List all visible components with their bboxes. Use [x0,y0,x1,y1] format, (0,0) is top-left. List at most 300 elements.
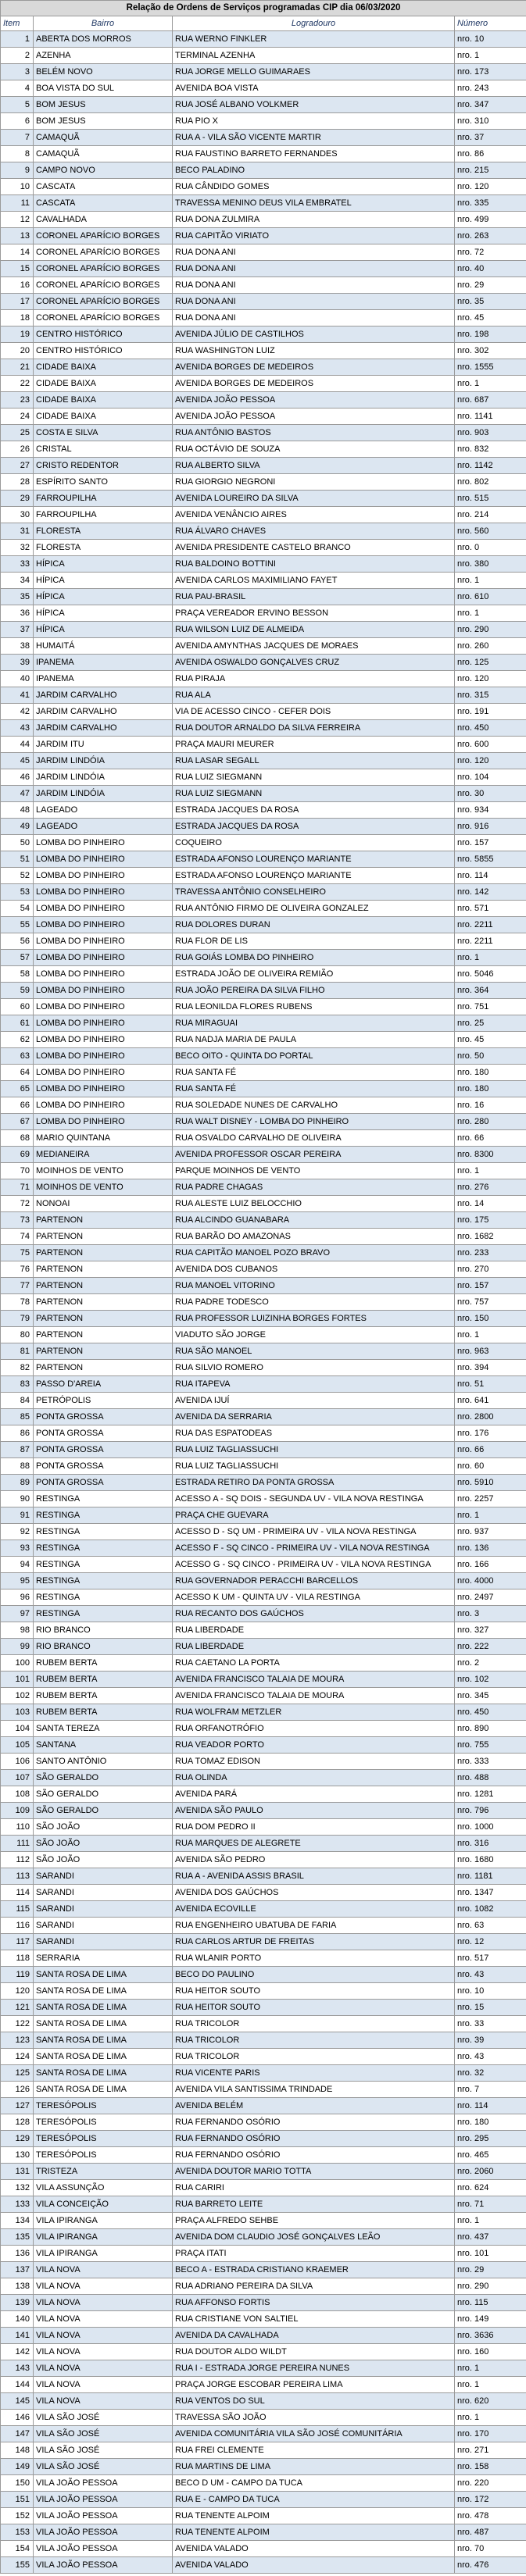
cell-logradouro: AVENIDA SÃO PAULO [173,1803,455,1819]
cell-numero: nro. 315 [455,687,526,704]
cell-numero: nro. 465 [455,2147,526,2164]
cell-item: 15 [1,261,34,277]
cell-item: 100 [1,1655,34,1672]
cell-numero: nro. 43 [455,1967,526,1983]
cell-numero: nro. 8300 [455,1147,526,1163]
cell-numero: nro. 2 [455,1655,526,1672]
cell-bairro: LOMBA DO PINHEIRO [34,983,173,999]
table-row [1,2344,526,2360]
table-row [1,2311,526,2328]
cell-logradouro: RUA WASHINGTON LUIZ [173,343,455,359]
cell-bairro: JARDIM CARVALHO [34,704,173,720]
cell-numero: nro. 101 [455,2246,526,2262]
cell-item: 87 [1,1442,34,1458]
cell-bairro: PARTENON [34,1278,173,1294]
table-row [1,1852,526,1868]
cell-numero: nro. 2800 [455,1409,526,1425]
cell-bairro: PARTENON [34,1327,173,1343]
cell-numero: nro. 1 [455,1327,526,1343]
cell-logradouro: RUA PAU-BRASIL [173,589,455,605]
cell-numero: nro. 66 [455,1130,526,1147]
table-row [1,1425,526,1442]
cell-item: 31 [1,523,34,540]
cell-item: 98 [1,1622,34,1639]
cell-logradouro: VIA DE ACESSO CINCO - CEFER DOIS [173,704,455,720]
cell-item: 50 [1,835,34,851]
cell-item: 139 [1,2295,34,2311]
table-row [1,1065,526,1081]
cell-logradouro: AVENIDA PARÁ [173,1786,455,1803]
cell-item: 63 [1,1048,34,1065]
cell-bairro: PARTENON [34,1212,173,1229]
table-row [1,2475,526,2492]
cell-logradouro: RUA CAPITÃO VIRIATO [173,228,455,244]
cell-item: 143 [1,2360,34,2377]
table-row [1,64,526,80]
cell-item: 4 [1,80,34,97]
cell-logradouro: AVENIDA FRANCISCO TALAIA DE MOURA [173,1688,455,1704]
table-row [1,1245,526,1261]
cell-bairro: LOMBA DO PINHEIRO [34,835,173,851]
table-row [1,1688,526,1704]
cell-numero: nro. 890 [455,1721,526,1737]
cell-numero: nro. 600 [455,737,526,753]
cell-bairro: JARDIM LINDÓIA [34,753,173,769]
cell-bairro: CORONEL APARÍCIO BORGES [34,294,173,310]
cell-logradouro: RUA OSVALDO CARVALHO DE OLIVEIRA [173,1130,455,1147]
cell-item: 77 [1,1278,34,1294]
cell-bairro: PARTENON [34,1245,173,1261]
cell-item: 40 [1,671,34,687]
table-row [1,2442,526,2459]
cell-numero: nro. 347 [455,97,526,113]
table-row [1,802,526,819]
table-row [1,1540,526,1557]
cell-item: 59 [1,983,34,999]
cell-bairro: SÃO JOÃO [34,1836,173,1852]
cell-numero: nro. 7 [455,2082,526,2098]
table-row [1,2196,526,2213]
table-row [1,1015,526,1032]
cell-logradouro: BECO DO PAULINO [173,1967,455,1983]
table-row [1,605,526,622]
table-row [1,1901,526,1918]
cell-logradouro: RUA PADRE CHAGAS [173,1179,455,1196]
cell-numero: nro. 757 [455,1294,526,1311]
table-row [1,1393,526,1409]
cell-logradouro: RUA BARRETO LEITE [173,2196,455,2213]
cell-bairro: RESTINGA [34,1540,173,1557]
cell-item: 19 [1,326,34,343]
cell-logradouro: RUA PIRAJA [173,671,455,687]
cell-bairro: VILA NOVA [34,2360,173,2377]
table-title: Relação de Ordens de Serviços programadas CIP dia 06/03/2020 [1,1,526,16]
cell-numero: nro. 316 [455,1836,526,1852]
cell-numero: nro. 115 [455,2295,526,2311]
cell-logradouro: AVENIDA JÚLIO DE CASTILHOS [173,326,455,343]
table-row [1,2360,526,2377]
cell-logradouro: RUA A - AVENIDA ASSIS BRASIL [173,1868,455,1885]
cell-logradouro: RUA FLOR DE LIS [173,933,455,950]
cell-item: 62 [1,1032,34,1048]
cell-item: 3 [1,64,34,80]
cell-numero: nro. 37 [455,130,526,146]
cell-logradouro: RUA VICENTE PARIS [173,2065,455,2082]
cell-item: 16 [1,277,34,294]
cell-numero: nro. 903 [455,425,526,441]
cell-bairro: VILA IPIRANGA [34,2229,173,2246]
cell-bairro: RUBEM BERTA [34,1655,173,1672]
cell-numero: nro. 560 [455,523,526,540]
cell-bairro: VILA SÃO JOSÉ [34,2442,173,2459]
cell-logradouro: RUA FREI CLEMENTE [173,2442,455,2459]
cell-item: 90 [1,1491,34,1507]
table-row [1,1606,526,1622]
cell-numero: nro. 290 [455,2278,526,2295]
cell-numero: nro. 214 [455,507,526,523]
cell-item: 36 [1,605,34,622]
cell-logradouro: RUA LIBERDADE [173,1639,455,1655]
cell-numero: nro. 114 [455,2098,526,2114]
cell-numero: nro. 39 [455,2032,526,2049]
cell-numero: nro. 3 [455,1606,526,1622]
cell-item: 84 [1,1393,34,1409]
cell-item: 71 [1,1179,34,1196]
cell-numero: nro. 176 [455,1425,526,1442]
cell-bairro: SANTA ROSA DE LIMA [34,1967,173,1983]
cell-numero: nro. 450 [455,1704,526,1721]
cell-item: 9 [1,162,34,179]
table-row [1,2114,526,2131]
cell-numero: nro. 102 [455,1672,526,1688]
cell-item: 6 [1,113,34,130]
cell-logradouro: PRAÇA MAURI MEURER [173,737,455,753]
cell-logradouro: TRAVESSA MENINO DEUS VILA EMBRATEL [173,195,455,212]
table-row [1,687,526,704]
cell-numero: nro. 29 [455,2262,526,2278]
cell-bairro: HÍPICA [34,605,173,622]
cell-item: 136 [1,2246,34,2262]
cell-item: 65 [1,1081,34,1097]
table-row [1,2147,526,2164]
cell-item: 137 [1,2262,34,2278]
cell-item: 66 [1,1097,34,1114]
cell-bairro: ABERTA DOS MORROS [34,31,173,48]
cell-logradouro: RUA DOM PEDRO II [173,1819,455,1836]
cell-numero: nro. 3636 [455,2328,526,2344]
cell-bairro: IPANEMA [34,655,173,671]
table-row [1,425,526,441]
table-row [1,540,526,556]
cell-bairro: VILA JOÃO PESSOA [34,2524,173,2541]
cell-item: 38 [1,638,34,655]
table-row [1,359,526,376]
cell-bairro: LOMBA DO PINHEIRO [34,1065,173,1081]
cell-numero: nro. 2497 [455,1589,526,1606]
cell-item: 108 [1,1786,34,1803]
cell-numero: nro. 71 [455,2196,526,2213]
cell-bairro: MEDIANEIRA [34,1147,173,1163]
cell-bairro: VILA CONCEIÇÃO [34,2196,173,2213]
cell-numero: nro. 25 [455,1015,526,1032]
cell-bairro: SARANDI [34,1918,173,1934]
table-row [1,1524,526,1540]
cell-item: 112 [1,1852,34,1868]
cell-logradouro: RUA SANTA FÉ [173,1065,455,1081]
cell-item: 70 [1,1163,34,1179]
cell-numero: nro. 751 [455,999,526,1015]
cell-bairro: LOMBA DO PINHEIRO [34,1081,173,1097]
cell-bairro: VILA JOÃO PESSOA [34,2475,173,2492]
cell-bairro: LAGEADO [34,819,173,835]
cell-item: 91 [1,1507,34,1524]
cell-bairro: HÍPICA [34,622,173,638]
table-row [1,1458,526,1475]
table-row [1,2098,526,2114]
cell-numero: nro. 270 [455,1261,526,1278]
cell-item: 11 [1,195,34,212]
cell-bairro: SARANDI [34,1934,173,1950]
cell-logradouro: RUA FERNANDO OSÓRIO [173,2147,455,2164]
cell-numero: nro. 120 [455,753,526,769]
cell-bairro: SANTA ROSA DE LIMA [34,1983,173,2000]
table-row [1,1770,526,1786]
cell-numero: nro. 158 [455,2459,526,2475]
cell-logradouro: ESTRADA RETIRO DA PONTA GROSSA [173,1475,455,1491]
table-row [1,1918,526,1934]
cell-bairro: SÃO JOÃO [34,1852,173,1868]
cell-numero: nro. 476 [455,2557,526,2574]
cell-bairro: PARTENON [34,1294,173,1311]
table-row [1,1343,526,1360]
cell-bairro: TERESÓPOLIS [34,2131,173,2147]
cell-numero: nro. 142 [455,884,526,901]
cell-numero: nro. 10 [455,1983,526,2000]
table-row [1,671,526,687]
cell-item: 128 [1,2114,34,2131]
cell-numero: nro. 180 [455,2114,526,2131]
cell-numero: nro. 14 [455,1196,526,1212]
cell-logradouro: RUA DONA ZULMIRA [173,212,455,228]
cell-numero: nro. 499 [455,212,526,228]
table-row [1,1491,526,1507]
table-row [1,310,526,326]
cell-item: 32 [1,540,34,556]
cell-item: 131 [1,2164,34,2180]
cell-logradouro: RUA CARLOS ARTUR DE FREITAS [173,1934,455,1950]
cell-logradouro: RUA DOUTOR ALDO WILDT [173,2344,455,2360]
cell-logradouro: ACESSO A - SQ DOIS - SEGUNDA UV - VILA NOVA RESTINGA [173,1491,455,1507]
cell-numero: nro. 150 [455,1311,526,1327]
cell-item: 89 [1,1475,34,1491]
cell-item: 146 [1,2410,34,2426]
cell-item: 103 [1,1704,34,1721]
cell-numero: nro. 364 [455,983,526,999]
table-row [1,376,526,392]
table-row [1,2262,526,2278]
cell-bairro: BOA VISTA DO SUL [34,80,173,97]
cell-bairro: PARTENON [34,1343,173,1360]
table-row [1,704,526,720]
cell-item: 12 [1,212,34,228]
table-row [1,2459,526,2475]
table-row [1,491,526,507]
cell-numero: nro. 5855 [455,851,526,868]
cell-bairro: VILA NOVA [34,2262,173,2278]
cell-logradouro: AVENIDA VALADO [173,2557,455,2574]
cell-item: 55 [1,917,34,933]
cell-numero: nro. 220 [455,2475,526,2492]
cell-item: 125 [1,2065,34,2082]
table-row [1,1179,526,1196]
cell-item: 154 [1,2541,34,2557]
table-row [1,1836,526,1852]
cell-item: 117 [1,1934,34,1950]
cell-item: 120 [1,1983,34,2000]
table-row [1,753,526,769]
cell-numero: nro. 160 [455,2344,526,2360]
table-row [1,392,526,409]
table-row [1,1032,526,1048]
cell-logradouro: ESTRADA AFONSO LOURENÇO MARIANTE [173,868,455,884]
table-row [1,1589,526,1606]
cell-item: 61 [1,1015,34,1032]
cell-bairro: SANTA ROSA DE LIMA [34,2049,173,2065]
cell-item: 118 [1,1950,34,1967]
cell-item: 2 [1,48,34,64]
cell-item: 5 [1,97,34,113]
cell-bairro: VILA JOÃO PESSOA [34,2541,173,2557]
cell-bairro: IPANEMA [34,671,173,687]
table-row [1,1983,526,2000]
table-row [1,2082,526,2098]
cell-logradouro: RUA OLINDA [173,1770,455,1786]
table-row [1,2180,526,2196]
cell-logradouro: RUA ÁLVARO CHAVES [173,523,455,540]
table-row [1,1639,526,1655]
table-row [1,769,526,786]
cell-logradouro: RUA SANTA FÉ [173,1081,455,1097]
table-row [1,1147,526,1163]
cell-logradouro: RUA LUIZ SIEGMANN [173,769,455,786]
cell-bairro: CIDADE BAIXA [34,392,173,409]
cell-bairro: RIO BRANCO [34,1622,173,1639]
cell-item: 140 [1,2311,34,2328]
cell-item: 85 [1,1409,34,1425]
cell-numero: nro. 149 [455,2311,526,2328]
table-row [1,1655,526,1672]
cell-logradouro: RUA DONA ANI [173,261,455,277]
cell-bairro: CORONEL APARÍCIO BORGES [34,228,173,244]
cell-logradouro: RUA GIORGIO NEGRONI [173,474,455,491]
cell-numero: nro. 624 [455,2180,526,2196]
cell-item: 105 [1,1737,34,1754]
cell-logradouro: RUA LUIZ TAGLIASSUCHI [173,1442,455,1458]
cell-numero: nro. 2211 [455,933,526,950]
cell-logradouro: RUA AFFONSO FORTIS [173,2295,455,2311]
cell-item: 145 [1,2393,34,2410]
table-row [1,294,526,310]
cell-logradouro: ACESSO F - SQ CINCO - PRIMEIRA UV - VILA NOVA RESTINGA [173,1540,455,1557]
cell-numero: nro. 180 [455,1065,526,1081]
table-row [1,1442,526,1458]
table-row [1,868,526,884]
cell-logradouro: RUA OCTÁVIO DE SOUZA [173,441,455,458]
cell-item: 123 [1,2032,34,2049]
cell-numero: nro. 641 [455,1393,526,1409]
cell-logradouro: AVENIDA VENÂNCIO AIRES [173,507,455,523]
cell-logradouro: RUA JORGE MELLO GUIMARAES [173,64,455,80]
table-row [1,1229,526,1245]
cell-numero: nro. 120 [455,179,526,195]
cell-item: 23 [1,392,34,409]
cell-logradouro: BECO A - ESTRADA CRISTIANO KRAEMER [173,2262,455,2278]
cell-numero: nro. 1 [455,2377,526,2393]
cell-logradouro: RUA TRICOLOR [173,2032,455,2049]
table-row [1,2278,526,2295]
table-row [1,2246,526,2262]
cell-numero: nro. 1 [455,2213,526,2229]
cell-bairro: CAMPO NOVO [34,162,173,179]
table-row [1,409,526,425]
cell-logradouro: RUA PADRE TODESCO [173,1294,455,1311]
cell-logradouro: RUA LEONILDA FLORES RUBENS [173,999,455,1015]
cell-logradouro: AVENIDA DOS CUBANOS [173,1261,455,1278]
table-row [1,1360,526,1376]
cell-bairro: CAVALHADA [34,212,173,228]
cell-bairro: PONTA GROSSA [34,1458,173,1475]
cell-numero: nro. 233 [455,1245,526,1261]
table-row [1,1376,526,1393]
cell-item: 43 [1,720,34,737]
cell-item: 107 [1,1770,34,1786]
cell-item: 34 [1,573,34,589]
cell-numero: nro. 263 [455,228,526,244]
cell-bairro: RUBEM BERTA [34,1688,173,1704]
cell-logradouro: RUA CAETANO LA PORTA [173,1655,455,1672]
table-row [1,835,526,851]
table-row [1,1130,526,1147]
cell-bairro: RESTINGA [34,1573,173,1589]
cell-item: 56 [1,933,34,950]
cell-bairro: FLORESTA [34,523,173,540]
cell-item: 135 [1,2229,34,2246]
cell-numero: nro. 620 [455,2393,526,2410]
cell-numero: nro. 310 [455,113,526,130]
cell-item: 119 [1,1967,34,1983]
cell-bairro: CORONEL APARÍCIO BORGES [34,310,173,326]
cell-bairro: LOMBA DO PINHEIRO [34,868,173,884]
cell-numero: nro. 86 [455,146,526,162]
table-row [1,1212,526,1229]
cell-logradouro: RUA JOSÉ ALBANO VOLKMER [173,97,455,113]
cell-logradouro: RUA WERNO FINKLER [173,31,455,48]
cell-bairro: FARROUPILHA [34,491,173,507]
cell-bairro: RESTINGA [34,1606,173,1622]
cell-item: 81 [1,1343,34,1360]
table-row [1,901,526,917]
cell-item: 51 [1,851,34,868]
cell-logradouro: RUA FAUSTINO BARRETO FERNANDES [173,146,455,162]
cell-bairro: TRISTEZA [34,2164,173,2180]
cell-numero: nro. 1680 [455,1852,526,1868]
cell-numero: nro. 243 [455,80,526,97]
cell-numero: nro. 1142 [455,458,526,474]
cell-logradouro: RUA GOIÁS LOMBA DO PINHEIRO [173,950,455,966]
cell-item: 95 [1,1573,34,1589]
cell-item: 42 [1,704,34,720]
cell-item: 20 [1,343,34,359]
